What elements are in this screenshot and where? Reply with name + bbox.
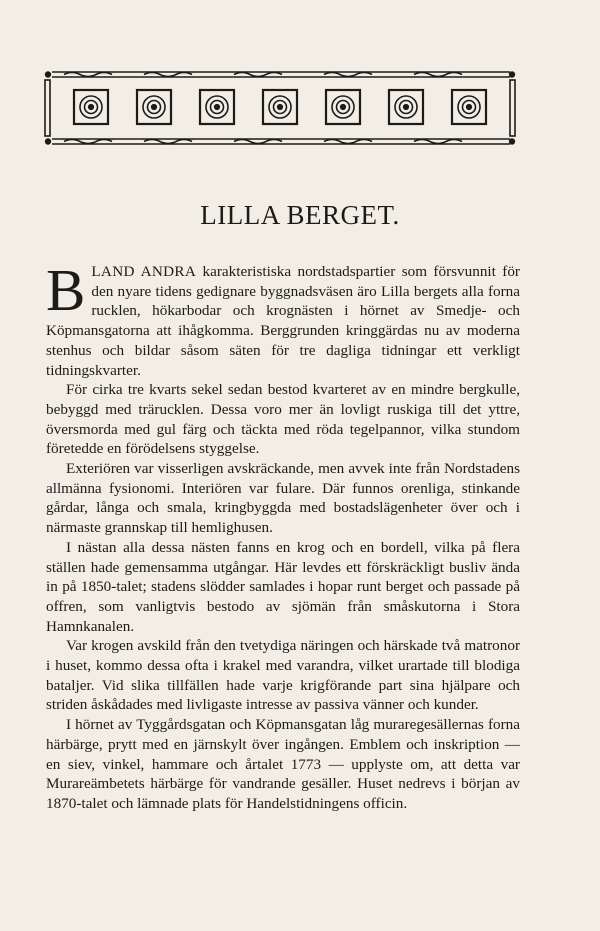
- paragraph-1: [46, 257, 520, 380]
- lead-in-caps: LAND ANDRA: [91, 263, 197, 280]
- ornamental-header-border: [44, 68, 516, 148]
- paragraph-4: I nästan alla dessa nästen fanns en krog och en bordell, vilka på flera ställen hade gemensamma utgångar. Här levdes ett förskräckligt busliv ända in på 1850-talet; stadens slödder samlades i hopar runt berget och passade på offren, som vanligtvis bestodo av sjömän från småskutorna i Stora Hamnkanalen.: [46, 538, 520, 635]
- drop-cap: B: [46, 257, 86, 323]
- paragraph-2: För cirka tre kvarts sekel sedan bestod kvarteret av en mindre bergkulle, bebyggd med trärucklen. Dessa voro mer än lovligt ruskiga till det yttre, översmorda med gul färg och täckta med röda tegelpannor, vilka stundom företedde en förödelsens styggelse.: [46, 381, 520, 458]
- paragraph-6: I hörnet av Tyggårdsgatan och Köpmansgatan låg muraregesällernas forna härbärge, prytt med en järnskylt över ingången. Emblem och inskription — en siev, vinkel, hammare och årtalet 1773 — upplyste om, att detta var Murareämbetets härbärge för vandrande gesäller. Huset nedrevs i början av 1870-talet och lämnade plats för Handelstidningens officin.: [46, 716, 520, 812]
- body-text: [46, 257, 520, 814]
- paragraph-5: Var krogen avskild från den tvetydiga näringen och härskade två matronor i huset, kommo dessa ofta i krakel med varandra, vilket urartade till blodiga bataljer. Vid slika tillfällen hade varje krigförande part sina hjälpare och striden åskådades med livligaste intresse av passiva vänner och kunder.: [46, 637, 520, 714]
- paragraph-3: Exteriören var visserligen avskräckande, men avvek inte från Nordstadens allmänna fysionomi. Interiören var fulare. Där funnos orenliga, stinkande gårdar, långa och smala, kringbyggda med bostadslägenheter över och i närmaste grannskap till hemlighusen.: [46, 460, 520, 537]
- chapter-title: LILLA BERGET.: [200, 200, 400, 230]
- paragraph-1-text: karakteristiska nordstadspartier som försvunnit för den nyare tidens gedignare byggnadsväsen äro Lilla bergets alla forna rucklen, hökarbodar och krognästen i hörnet av Smedje- och Köpmansgatorna att ihågkomma. Berggrunden kringgärdas nu av moderna stenhus och bildar såsom säten för tre dagliga tidningar ett verkligt tidningskvarter.: [46, 263, 520, 379]
